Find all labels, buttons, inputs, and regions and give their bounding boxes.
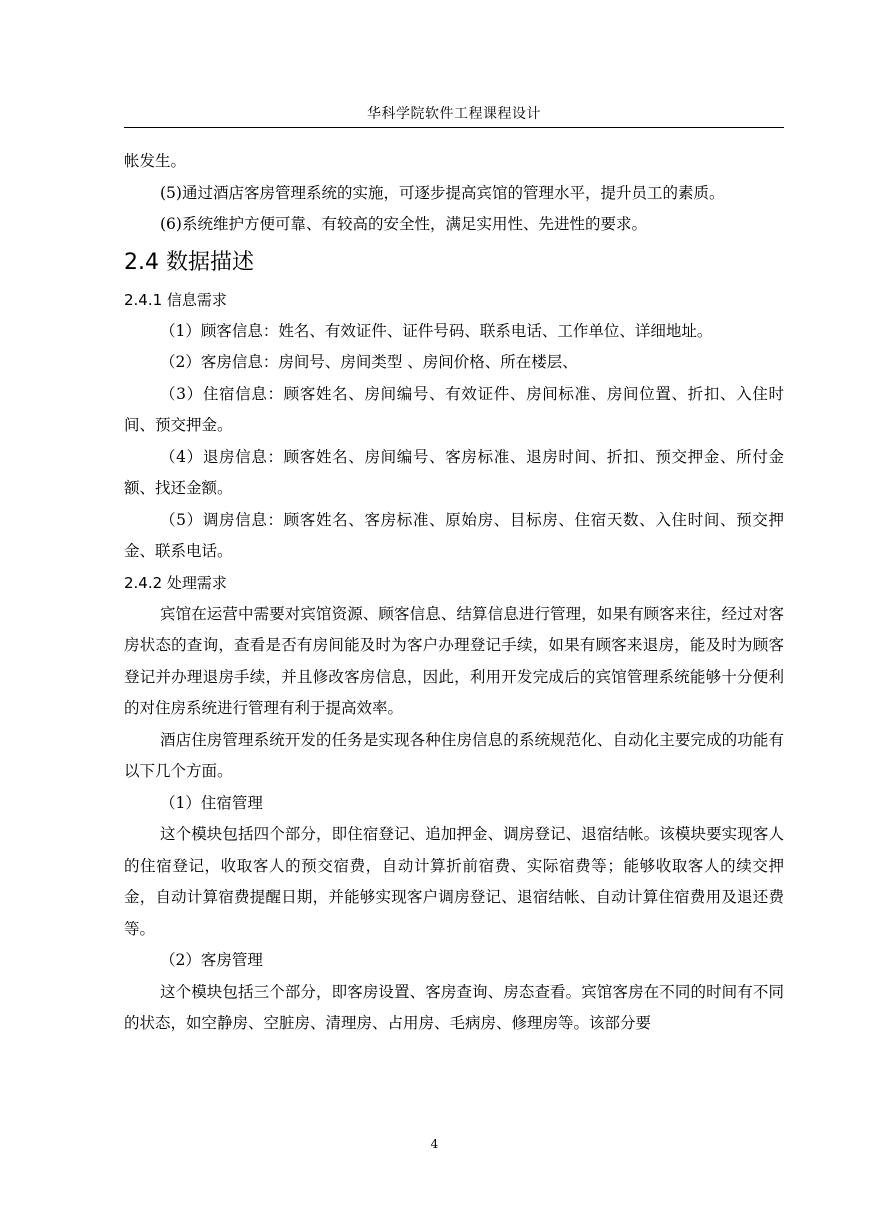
page-body [124, 146, 784, 1040]
processing-paragraph-1: 宾馆在运营中需要对宾馆资源、顾客信息、结算信息进行管理，如果有顾客来往，经过对客房状态的查询，查看是否有房间能及时为客户办理登记手续，如果有顾客来退房，能及时为顾客登记并办理退房手续，并且修改客房信息，因此，利用开发完成后的宾馆管理系统能够十分便利的对住房系统进行管理有利于提高效率。 [124, 604, 784, 717]
info-checkout: （4）退房信息：顾客姓名、房间编号、客房标准、退房时间、折扣、预交押金、所付金额、找还金额。 [124, 447, 784, 497]
info-room-change: （5）调房信息：顾客姓名、客房标准、原始房、目标房、住宿天数、入住时间、预交押金、联系电话。 [124, 510, 784, 560]
paragraph-item-6: (6)系统维护方便可靠、有较高的安全性，满足实用性、先进性的要求。 [160, 215, 647, 233]
info-room: （2）客房信息：房间号、房间类型 、房间价格、所在楼层、 [160, 353, 578, 371]
module-heading-stay-management: （1）住宿管理 [160, 793, 263, 812]
header-divider [124, 127, 784, 128]
page-number: 4 [430, 1137, 439, 1151]
paragraph-continuation: 帐发生。 [124, 152, 187, 170]
module-description-room: 这个模块包括三个部分，即客房设置、客房查询、房态查看。宾馆客房在不同的时间有不同的状态，如空静房、空脏房、清理房、占用房、毛病房、修理房等。该部分要 [124, 982, 784, 1032]
paragraph-item-5: (5)通过酒店客房管理系统的实施，可逐步提高宾馆的管理水平，提升员工的素质。 [160, 183, 725, 202]
subsection-heading-2-4-2: 2.4.2 处理需求 [124, 573, 227, 592]
subsection-heading-2-4-1: 2.4.1 信息需求 [124, 290, 227, 309]
module-heading-room-management: （2）客房管理 [160, 951, 263, 969]
page-header: 华科学院软件工程课程设计 [367, 106, 541, 122]
module-description-stay: 这个模块包括四个部分，即住宿登记、追加押金、调房登记、退宿结帐。该模块要实现客人的住宿登记，收取客人的预交宿费，自动计算折前宿费、实际宿费等；能够收取客人的续交押金，自动计算宿费提醒日期，并能够实现客户调房登记、退宿结帐、自动计算住宿费用及退还费等。 [124, 825, 784, 938]
info-stay: （3）住宿信息：顾客姓名、房间编号、有效证件、房间标准、房间位置、折扣、入住时间、预交押金。 [124, 384, 784, 434]
processing-paragraph-2: 酒店住房管理系统开发的任务是实现各种住房信息的系统规范化、自动化主要完成的功能有以下几个方面。 [124, 730, 784, 780]
section-heading-2-4: 2.4 数据描述 [124, 249, 254, 275]
info-customer: （1）顾客信息：姓名、有效证件、证件号码、联系电话、工作单位、详细地址。 [160, 321, 713, 340]
